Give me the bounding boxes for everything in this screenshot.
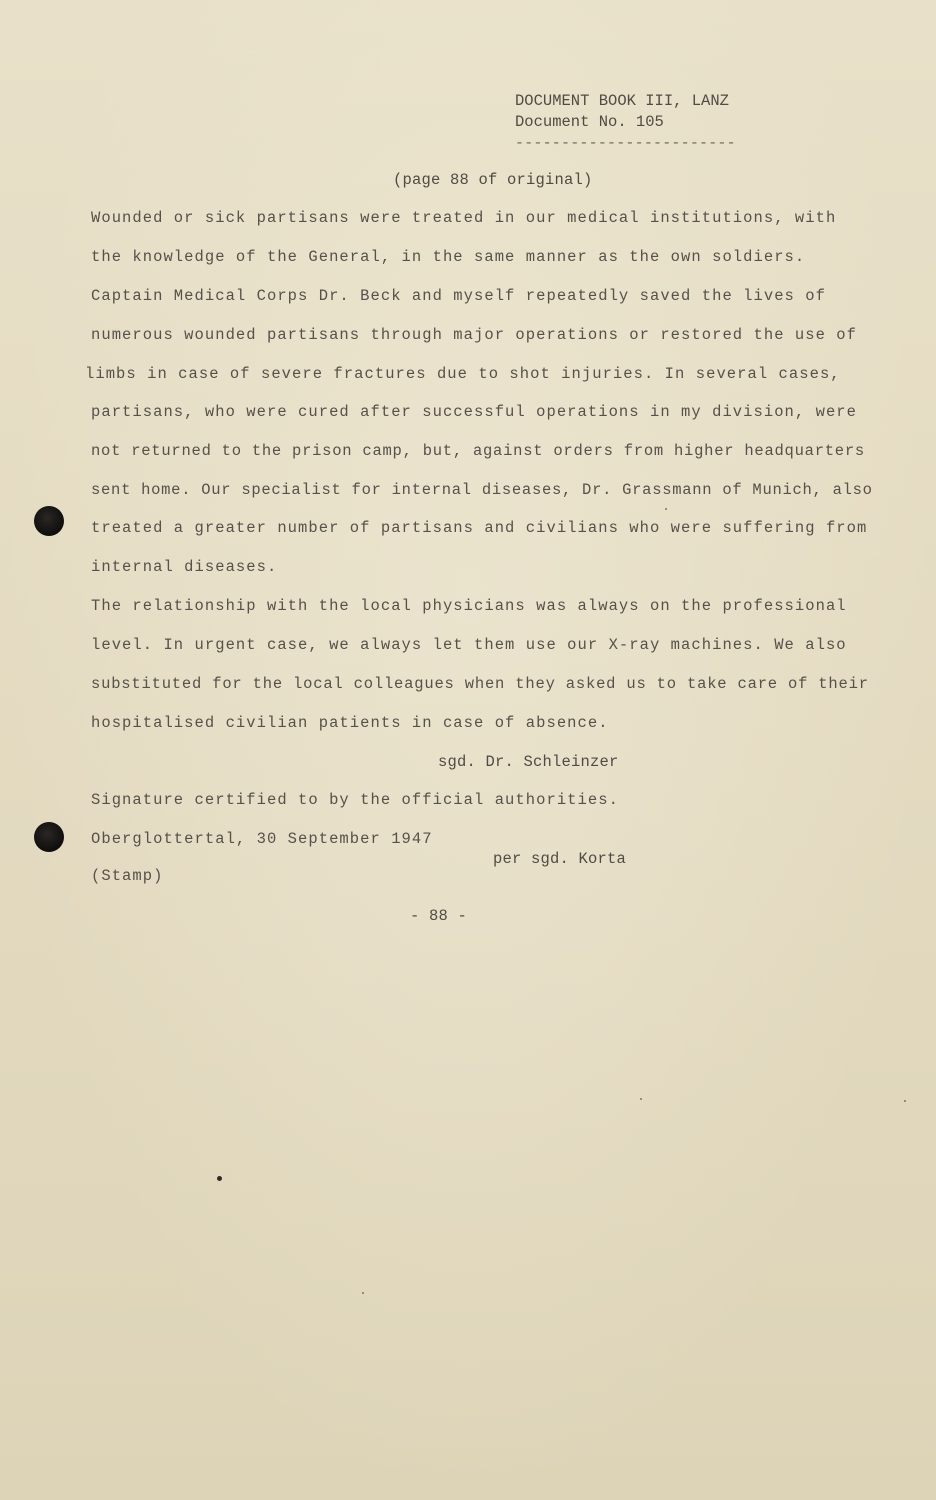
certification-line: Signature certified to by the official authorities. [91, 791, 619, 809]
paper-speck [362, 1292, 364, 1294]
body-line: Wounded or sick partisans were treated in our medical institutions, with [91, 209, 837, 227]
body-line: limbs in case of severe fractures due to shot injuries. In several cases, [85, 365, 841, 383]
body-line: The relationship with the local physicians was always on the professional [91, 597, 847, 615]
punch-hole [34, 506, 64, 536]
paper-speck [640, 1098, 642, 1100]
punch-hole [34, 822, 64, 852]
paper-speck [217, 1176, 222, 1181]
page-number: - 88 - [410, 907, 468, 925]
body-line: level. In urgent case, we always let them use our X-ray machines. We also [91, 636, 847, 654]
page-reference: (page 88 of original) [393, 171, 593, 189]
header-rule: ------------------------ [515, 135, 736, 152]
stamp-line: (Stamp) [91, 867, 164, 885]
signature-line: sgd. Dr. Schleinzer [438, 753, 619, 771]
document-number: Document No. 105 [515, 113, 664, 131]
body-line: hospitalised civilian patients in case of absence. [91, 714, 609, 732]
body-line: substituted for the local colleagues when they asked us to take care of their [91, 675, 869, 693]
per-signature-line: per sgd. Korta [493, 850, 627, 868]
body-line: sent home. Our specialist for internal diseases, Dr. Grassmann of Munich, also [91, 481, 873, 499]
body-line: the knowledge of the General, in the same manner as the own soldiers. [91, 248, 806, 266]
body-line: internal diseases. [91, 558, 278, 576]
place-date-line: Oberglottertal, 30 September 1947 [91, 830, 433, 848]
paper-speck [904, 1100, 906, 1102]
body-line: Captain Medical Corps Dr. Beck and myself repeatedly saved the lives of [91, 287, 826, 305]
body-line: numerous wounded partisans through major operations or restored the use of [91, 326, 858, 344]
body-line: not returned to the prison camp, but, against orders from higher headquarters [91, 442, 865, 460]
paper-speck [665, 508, 667, 510]
document-book-title: DOCUMENT BOOK III, LANZ [515, 92, 729, 110]
body-line: partisans, who were cured after successful operations in my division, were [91, 403, 858, 421]
body-line: treated a greater number of partisans and civilians who were suffering from [91, 519, 868, 537]
